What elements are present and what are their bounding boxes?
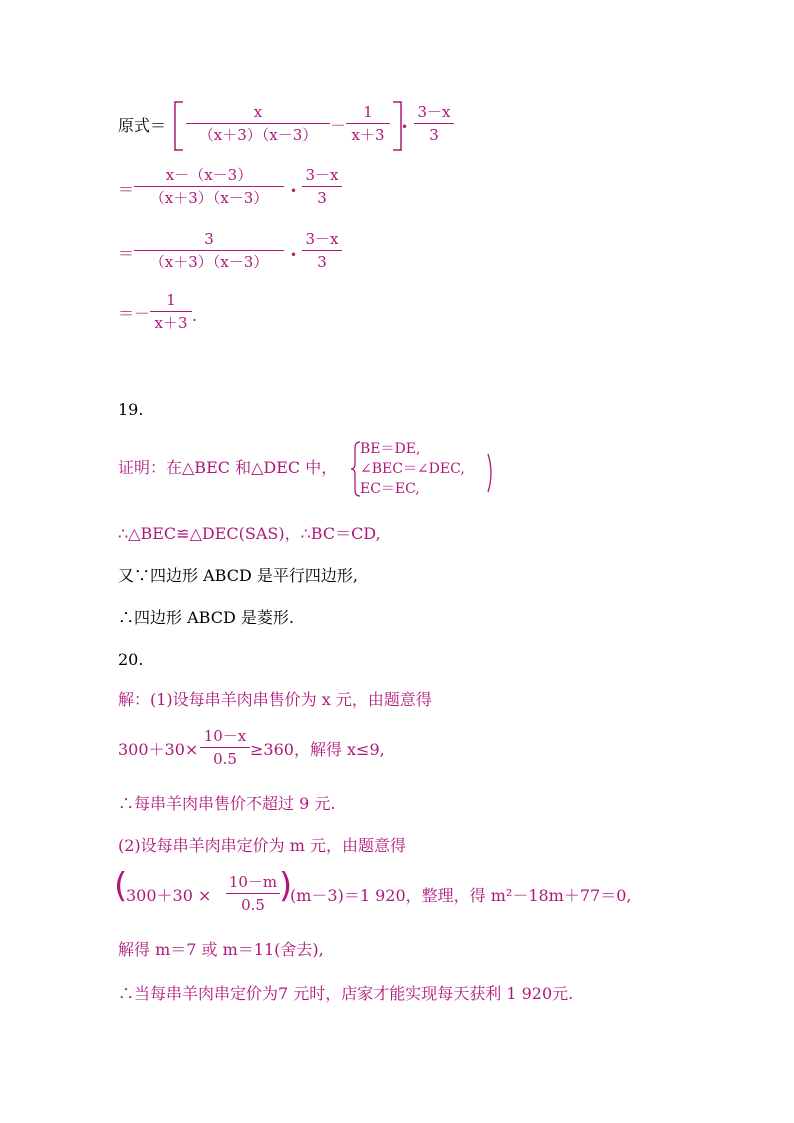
parallelogram-line: 又∵四边形 ABCD 是平行四边形, xyxy=(118,566,358,585)
question-number-20: 20. xyxy=(118,650,144,669)
line4-lead: ＝－ xyxy=(118,304,151,323)
part2-solve: 解得 m＝7 或 m＝11(舍去), xyxy=(118,940,324,959)
part2-conclusion: ∴当每串羊肉串定价为7 元时，店家才能实现每天获利 1 920元. xyxy=(118,984,574,1003)
equation-lead: 300＋30 × xyxy=(126,886,212,905)
fraction-2: 1 x＋3 xyxy=(346,102,390,145)
fraction-4: x－（x－3） （x＋3）（x－3） xyxy=(134,165,284,208)
inequality-lead: 300＋30× xyxy=(118,740,199,759)
left-bracket xyxy=(172,100,186,152)
equation-tail: (m－3)＝1 920，整理，得 m²－18m＋77＝0, xyxy=(290,886,632,905)
close-paren: ) xyxy=(279,866,293,906)
part1-setup: 解：(1)设每串羊肉串售价为 x 元，由题意得 xyxy=(118,690,432,709)
part2-setup: (2)设每串羊肉串定价为 m 元，由题意得 xyxy=(118,836,407,855)
inequality-tail: ≥360，解得 x≤9, xyxy=(250,740,385,759)
question-number-19: 19. xyxy=(118,400,144,419)
rhombus-conclusion: ∴四边形 ABCD 是菱形. xyxy=(118,608,294,627)
condition-2: ∠BEC＝∠DEC, xyxy=(360,461,465,477)
part1-conclusion: ∴每串羊肉串售价不超过 9 元. xyxy=(118,794,336,813)
line3-lead: ＝ xyxy=(118,244,135,263)
fraction-3: 3－x 3 xyxy=(414,102,454,145)
open-paren: ( xyxy=(114,866,128,906)
congruence-line: ∴△BEC≌△DEC(SAS)，∴BC＝CD, xyxy=(118,524,381,543)
fraction-1: x （x＋3）（x－3） xyxy=(186,102,330,145)
fraction-5: 3 （x＋3）（x－3） xyxy=(134,229,284,272)
equation-fraction: 10－m 0.5 xyxy=(226,872,280,915)
multiply-dot: • xyxy=(401,120,409,134)
inequality-fraction: 10－x 0.5 xyxy=(200,726,250,769)
multiply-dot: • xyxy=(290,184,298,198)
fraction-3-repeat: 3－x 3 xyxy=(302,229,342,272)
line1-lead: 原式＝ xyxy=(118,116,167,135)
multiply-dot: • xyxy=(290,248,298,262)
minus-sign: － xyxy=(330,116,347,135)
right-paren xyxy=(486,452,496,494)
fraction-3-repeat: 3－x 3 xyxy=(302,165,342,208)
proof-lead: 证明：在△BEC 和△DEC 中， xyxy=(118,458,338,477)
period: . xyxy=(192,306,198,325)
line2-lead: ＝ xyxy=(118,180,135,199)
fraction-6: 1 x＋3 xyxy=(150,290,192,333)
condition-3: EC＝EC, xyxy=(360,481,420,497)
condition-1: BE＝DE, xyxy=(360,441,421,457)
